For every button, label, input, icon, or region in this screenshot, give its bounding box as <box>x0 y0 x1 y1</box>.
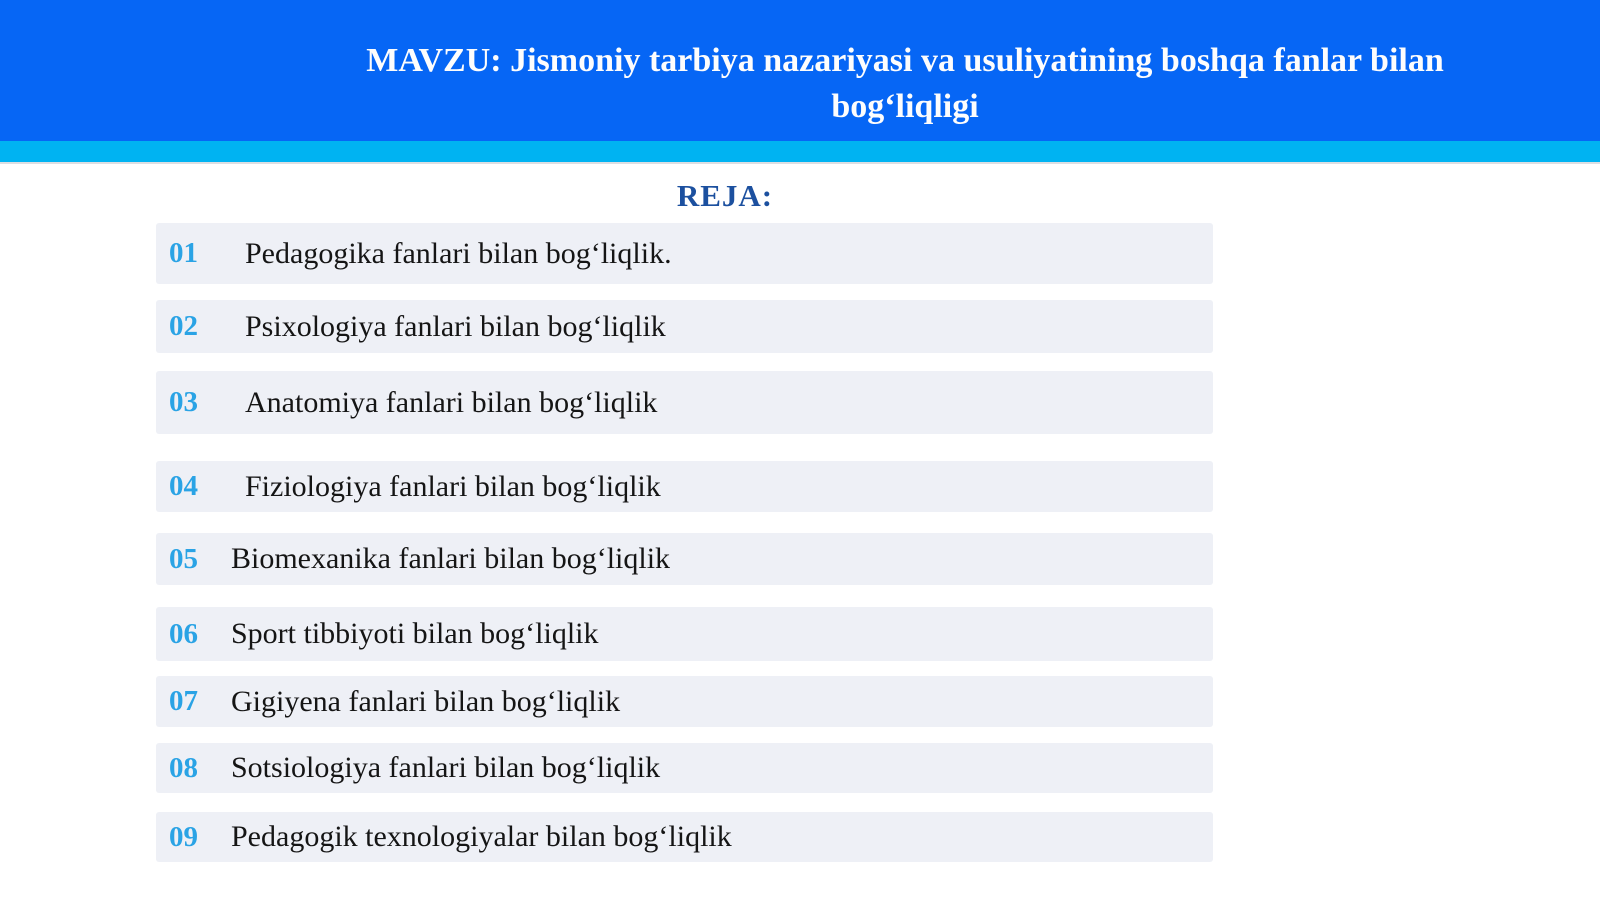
plan-item-text: Fiziologiya fanlari bilan bog‘liqlik <box>245 469 661 503</box>
plan-item-row <box>156 607 1213 661</box>
plan-item-text: Sport tibbiyoti bilan bog‘liqlik <box>231 617 599 650</box>
slide-title-line2: bog‘liqligi <box>831 88 979 125</box>
plan-item-number: 01 <box>169 237 198 269</box>
accent-band <box>0 141 1600 164</box>
plan-item-row <box>156 223 1213 284</box>
plan-item-row <box>156 743 1213 793</box>
plan-item-row <box>156 812 1213 862</box>
plan-item-number: 03 <box>169 386 198 418</box>
plan-item-text: Pedagogika fanlari bilan bog‘liqlik. <box>245 236 672 270</box>
plan-item-row <box>156 461 1213 512</box>
plan-item-text: Biomexanika fanlari bilan bog‘liqlik <box>231 542 671 575</box>
plan-item-row <box>156 676 1213 727</box>
plan-item-number: 07 <box>169 685 198 717</box>
plan-item-number: 04 <box>169 470 198 502</box>
plan-item-text: Pedagogik texnologiyalar bilan bog‘liqlik <box>231 820 732 853</box>
slide-title <box>215 38 1595 130</box>
plan-item-number: 08 <box>169 751 198 784</box>
plan-heading: REJA: <box>676 178 774 213</box>
plan-item-text: Psixologiya fanlari bilan bog‘liqlik <box>245 309 666 343</box>
plan-item-text: Gigiyena fanlari bilan bog‘liqlik <box>231 684 621 718</box>
plan-item-row <box>156 371 1213 434</box>
slide-title-line1: MAVZU: Jismoniy tarbiya nazariyasi va usuliyatining boshqa fanlar bilan <box>366 42 1444 79</box>
plan-item-text: Sotsiologiya fanlari bilan bog‘liqlik <box>231 751 661 784</box>
plan-item-text: Anatomiya fanlari bilan bog‘liqlik <box>245 385 658 419</box>
plan-item-number: 09 <box>169 820 198 853</box>
plan-item-row <box>156 300 1213 353</box>
plan-item-number: 05 <box>169 542 198 575</box>
plan-item-number: 02 <box>169 310 198 342</box>
plan-item-row <box>156 533 1213 585</box>
plan-item-number: 06 <box>169 617 198 650</box>
